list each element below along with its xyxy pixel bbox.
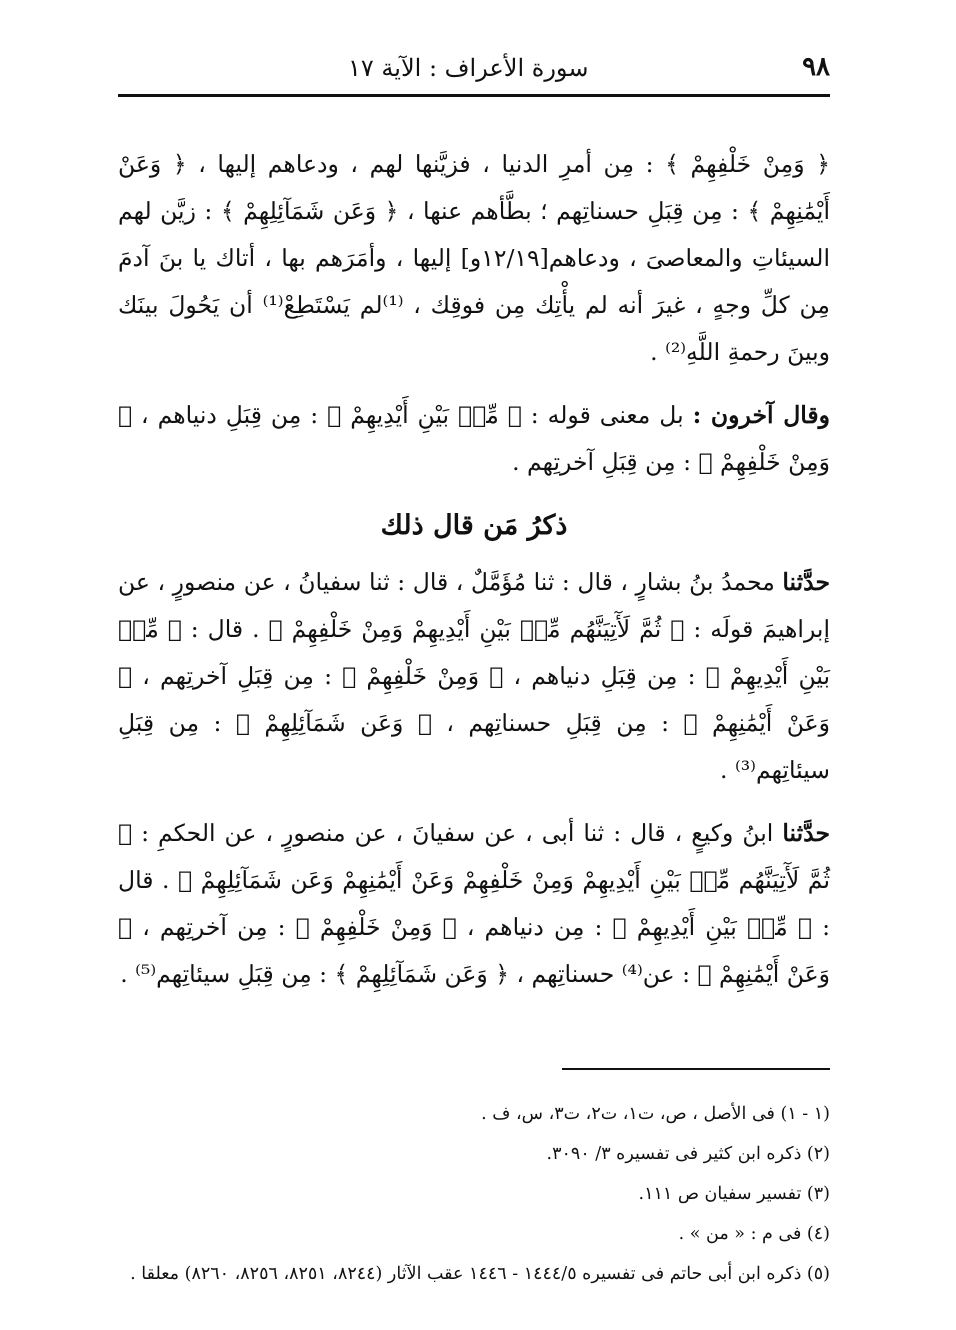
paragraph-3 <box>118 559 830 794</box>
page-number: ٩٨ <box>802 52 830 82</box>
book-page <box>118 40 830 1300</box>
paragraph-4 <box>118 810 830 998</box>
paragraph-3-text: محمدُ بنُ بشارٍ ، قال : ثنا مُؤَمَّلٌ ، قال : ثنا سفيانُ ، عن منصورٍ ، عن إبراهيمَ قولَه : ﴿ ثُمَّ لَأٓتِيَنَّهُم مِّنۢ بَيْنِ أَيْدِيهِمْ وَمِنْ خَلْفِهِمْ ﴾ . قال : ﴿ مِّنۢ بَيْنِ أَيْدِيهِمْ ﴾ : مِن قِبَلِ دنياهم ، ﴿ وَمِنْ خَلْفِهِمْ ﴾ : مِن قِبَلِ آخرتِهم ، ﴿ وَعَنْ أَيْمَٰنِهِمْ ﴾ : مِن قِبَلِ حسناتِهم ، ﴿ وَعَن شَمَآئِلِهِمْ ﴾ : مِن قِبَلِ سيئاتِهم⁽³⁾ . <box>118 568 830 784</box>
footnotes <box>118 1094 830 1294</box>
footnote-2: (٢) ذكره ابن كثير فى تفسيره ٣/ ٣٠٩٠. <box>546 1144 830 1164</box>
footnote-divider <box>562 1068 830 1070</box>
paragraph-2-text: بل معنى قوله : ﴿ مِّنۢ بَيْنِ أَيْدِيهِمْ ﴾ : مِن قِبَلِ دنياهم ، ﴿ وَمِنْ خَلْفِهِمْ ﴾ : مِن قِبَلِ آخرتِهم . <box>118 401 830 476</box>
paragraph-4-lead: حدَّثنا <box>782 819 830 847</box>
section-heading: ذكرُ مَن قال ذلك <box>380 510 568 541</box>
paragraph-1: ﴿ وَمِنْ خَلْفِهِمْ ﴾ : مِن أمرِ الدنيا ، فزيَّنها لهم ، ودعاهم إليها ، ﴿ وَعَنْ أَيْمَٰنِهِمْ ﴾ : مِن قِبَلِ حسناتِهم ؛ بطَّأهم عنها ، ﴿ وَعَن شَمَآئِلِهِمْ ﴾ : زيَّن لهم السيئاتِ والمعاصىَ ، ودعاهم[١٢/١٩و] إليها ، وأمَرَهم بها ، أتاك يا بنَ آدمَ مِن كلِّ وجهٍ ، غيرَ أنه لم يأْتِك مِن فوقِك ، ⁽¹⁾لم يَسْتَطِعْ⁽¹⁾ أن يَحُولَ بينَك وبينَ رحمةِ اللَّهِ⁽²⁾ . <box>118 150 830 366</box>
footnote-1: (١ - ١) فى الأصل ، ص، ت١، ت٢، ت٣، س، ف . <box>481 1104 830 1124</box>
paragraph-2 <box>118 392 830 486</box>
page-header <box>118 40 830 97</box>
footnote-3: (٣) تفسير سفيان ص ١١١. <box>638 1184 830 1204</box>
running-title: سورة الأعراف : الآية ١٧ <box>348 54 589 82</box>
paragraph-3-lead: حدَّثنا <box>782 568 830 596</box>
paragraph-4-text: ابنُ وكيعٍ ، قال : ثنا أبى ، عن سفيانَ ، عن منصورٍ ، عن الحكمِ : ﴿ ثُمَّ لَأٓتِيَنَّهُم مِّنۢ بَيْنِ أَيْدِيهِمْ وَمِنْ خَلْفِهِمْ وَعَنْ أَيْمَٰنِهِمْ وَعَن شَمَآئِلِهِمْ ﴾ . قال : ﴿ مِّنۢ بَيْنِ أَيْدِيهِمْ ﴾ : مِن دنياهم ، ﴿ وَمِنْ خَلْفِهِمْ ﴾ : مِن آخرتِهم ، ﴿ وَعَنْ أَيْمَٰنِهِمْ ﴾ : عن⁽⁴⁾ حسناتِهم ، ﴿ وَعَن شَمَآئِلِهِمْ ﴾ : مِن قِبَلِ سيئاتِهم⁽⁵⁾ . <box>118 819 830 988</box>
paragraph-2-lead: وقال آخرون : <box>692 401 831 429</box>
footnote-5: (٥) ذكره ابن أبى حاتم فى تفسيره ١٤٤٤/٥ - ١٤٤٦ عقب الآثار (٨٢٤٤، ٨٢٥١، ٨٢٥٦، ٨٢٦٠) معلقا . <box>130 1264 830 1284</box>
footnote-4: (٤) فى م : « من » . <box>678 1224 830 1244</box>
